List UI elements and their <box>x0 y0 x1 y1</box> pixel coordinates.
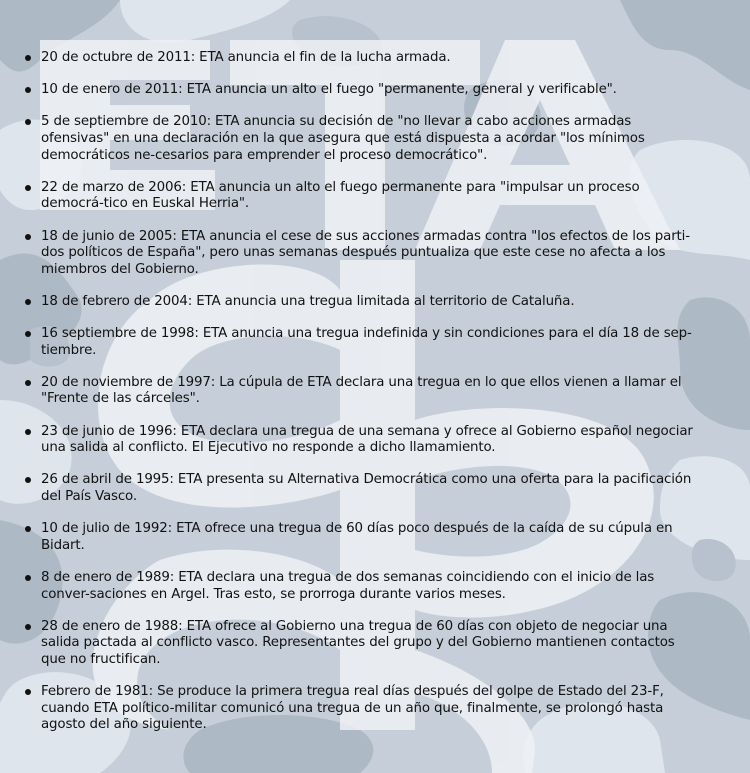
bullet-icon <box>25 380 31 386</box>
event-text: 26 de abril de 1995: ETA presenta su Alternativa Democrática como una oferta para la pacificación del País Vasco. <box>41 472 692 505</box>
bullet-icon <box>25 575 31 581</box>
event-text: 16 septiembre de 1998: ETA anuncia una tregua indefinida y sin condiciones para el día 18 de sep-tiembre. <box>41 326 692 358</box>
timeline-event <box>22 424 702 457</box>
timeline-event <box>22 375 702 408</box>
event-text: 10 de julio de 1992: ETA ofrece una tregua de 60 días poco después de la caída de su cúpula en Bidart. <box>41 521 673 553</box>
event-text: 18 de junio de 2005: ETA anuncia el cese de sus acciones armadas contra "los efectos de los parti-dos políticos de España", pero unas semanas después puntualiza que este cese no afecta a los miembros del Gobierno. <box>41 228 690 277</box>
timeline-event <box>22 619 702 669</box>
bullet-icon <box>25 526 31 532</box>
truce-timeline-list <box>22 50 702 750</box>
bullet-icon <box>25 234 31 240</box>
timeline-event <box>22 229 702 279</box>
event-text: 22 de marzo de 2006: ETA anuncia un alto el fuego permanente para "impulsar un proceso democrá-tico en Euskal Herria". <box>41 179 640 212</box>
bullet-icon <box>25 185 31 191</box>
bullet-icon <box>25 429 31 435</box>
bullet-icon <box>25 119 31 125</box>
timeline-event <box>22 326 702 359</box>
timeline-event <box>22 472 702 505</box>
event-text: 5 de septiembre de 2010: ETA anuncia su decisión de "no llevar a cabo acciones armadas ofensivas" en una declaración en la que asegura que está dispuesta a acordar "los mínimos democráticos ne-cesarios para emprender el proceso democrático". <box>41 114 645 163</box>
bullet-icon <box>25 55 31 61</box>
timeline-event <box>22 684 702 734</box>
event-text: 20 de octubre de 2011: ETA anuncia el fin de la lucha armada. <box>41 50 451 65</box>
bullet-icon <box>25 87 31 93</box>
timeline-event <box>22 521 702 554</box>
event-text: 10 de enero de 2011: ETA anuncia un alto el fuego "permanente, general y verificable". <box>41 82 617 98</box>
timeline-event <box>22 294 702 311</box>
event-text: 28 de enero de 1988: ETA ofrece al Gobierno una tregua de 60 días con objeto de negociar una salida pactada al conflicto vasco. Representantes del grupo y del Gobierno mantienen contactos que no fructifican. <box>41 618 675 667</box>
bullet-icon <box>25 477 31 483</box>
bullet-icon <box>25 331 31 337</box>
bullet-icon <box>25 689 31 695</box>
event-text: 18 de febrero de 2004: ETA anuncia una tregua limitada al territorio de Cataluña. <box>41 293 575 309</box>
event-text: Febrero de 1981: Se produce la primera tregua real días después del golpe de Estado del 23-F, cuando ETA político-militar comunicó una tregua de un año que, finalmente, se prolongó hasta agosto del año siguiente. <box>41 684 664 733</box>
bullet-icon <box>25 624 31 630</box>
timeline-event <box>22 50 702 67</box>
timeline-event <box>22 82 702 99</box>
timeline-event <box>22 180 702 213</box>
event-text: 20 de noviembre de 1997: La cúpula de ETA declara una tregua en lo que ellos vienen a llamar el "Frente de las cárceles". <box>41 374 682 407</box>
event-text: 8 de enero de 1989: ETA declara una tregua de dos semanas coincidiendo con el inicio de las conver-saciones en Argel. Tras esto, se prorroga durante varios meses. <box>41 570 655 602</box>
bullet-icon <box>25 299 31 305</box>
timeline-event <box>22 570 702 603</box>
timeline-event <box>22 114 702 164</box>
event-text: 23 de junio de 1996: ETA declara una tregua de una semana y ofrece al Gobierno español negociar una salida al conflicto. El Ejecutivo no responde a dicho llamamiento. <box>41 423 693 456</box>
